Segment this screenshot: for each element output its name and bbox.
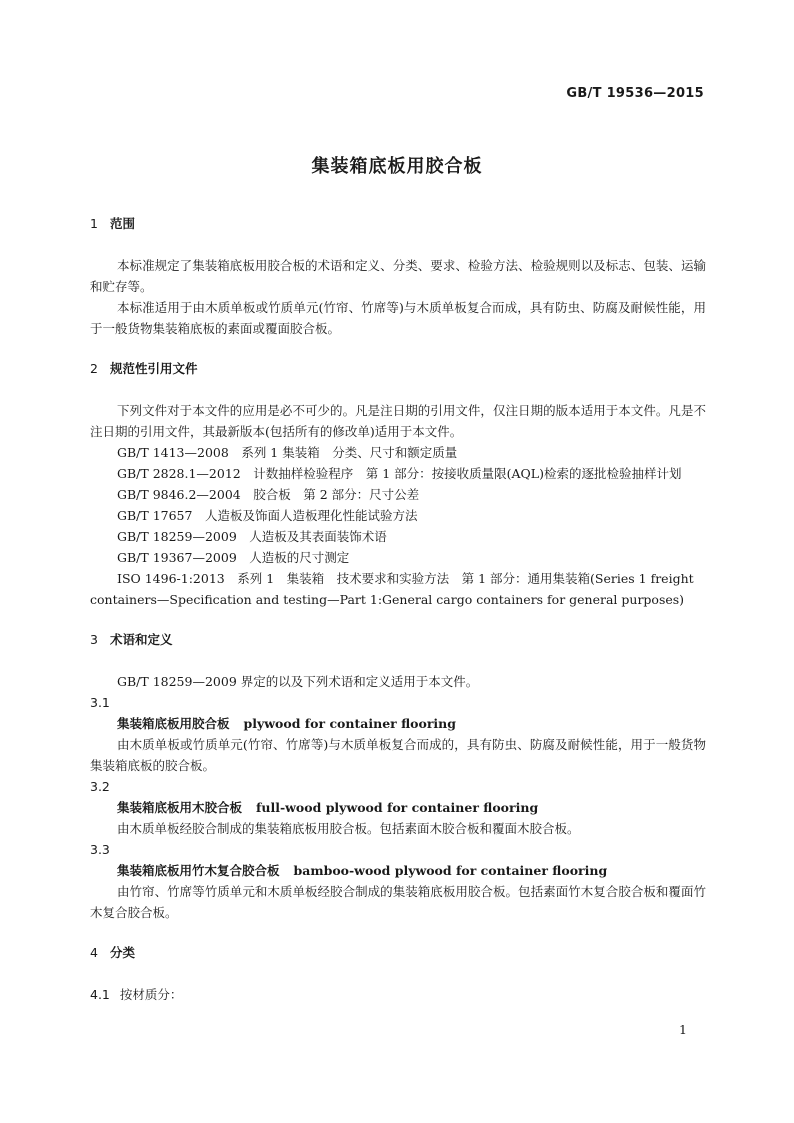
section-1-number: 1 [90, 216, 98, 231]
section-3-number: 3 [90, 632, 98, 647]
term-definition: 由竹帘、竹席等竹质单元和木质单板经胶合制成的集装箱底板用胶合板。包括素面竹木复合胶合板和覆面竹木复合胶合板。 [90, 884, 706, 920]
term-english: bamboo-wood plywood for container flooring [293, 863, 608, 878]
section-2-title: 规范性引用文件 [110, 361, 198, 376]
section-2-intro: 下列文件对于本文件的应用是必不可少的。凡是注日期的引用文件，仅注日期的版本适用于本文件。凡是不注日期的引用文件，其最新版本(包括所有的修改单)适用于本文件。 [90, 403, 706, 439]
section-2-heading [90, 358, 706, 379]
section-3-intro: GB/T 18259—2009 界定的以及下列术语和定义适用于本文件。 [117, 674, 479, 689]
term-heading [90, 797, 706, 818]
term-english: full-wood plywood for container flooring [256, 800, 539, 815]
section-1-paragraph: 本标准适用于由木质单板或竹质单元(竹帘、竹席等)与木质单板复合而成，具有防虫、防腐及耐候性能，用于一般货物集装箱底板的素面或覆面胶合板。 [90, 300, 706, 336]
term-number: 3.3 [90, 842, 110, 857]
section-3-heading [90, 629, 706, 650]
term-heading [90, 713, 706, 734]
reference-item: GB/T 9846.2—2004 胶合板 第 2 部分：尺寸公差 [117, 487, 420, 502]
section-4-heading [90, 942, 706, 963]
subclause [90, 984, 706, 1005]
term-definition: 由木质单板或竹质单元(竹帘、竹席等)与木质单板复合而成的，具有防虫、防腐及耐候性能，用于一般货物集装箱底板的胶合板。 [90, 737, 706, 773]
section-3-title: 术语和定义 [110, 632, 173, 647]
subclause-text: 按材质分： [119, 987, 183, 1002]
term-heading [90, 860, 706, 881]
reference-item: ISO 1496-1:2013 系列 1 集装箱 技术要求和实验方法 第 1 部分：通用集装箱(Series 1 freight containers—Specification and testing—Part 1:General cargo containers for general purposes) [90, 571, 694, 607]
section-2-number: 2 [90, 361, 98, 376]
document-title: 集装箱底板用胶合板 [311, 156, 483, 177]
reference-item: GB/T 1413—2008 系列 1 集装箱 分类、尺寸和额定质量 [117, 445, 458, 460]
term-english: plywood for container flooring [243, 716, 457, 731]
section-1-paragraph: 本标准规定了集装箱底板用胶合板的术语和定义、分类、要求、检验方法、检验规则以及标志、包装、运输和贮存等。 [90, 258, 706, 294]
document-body [90, 213, 706, 1005]
page-number: 1 [679, 1022, 687, 1037]
term-chinese: 集装箱底板用木胶合板 [117, 800, 243, 815]
section-1-title: 范围 [110, 216, 136, 231]
term-number: 3.1 [90, 695, 110, 710]
reference-item: GB/T 19367—2009 人造板的尺寸测定 [117, 550, 350, 565]
reference-item: GB/T 2828.1—2012 计数抽样检验程序 第 1 部分：按接收质量限(AQL)检索的逐批检验抽样计划 [117, 466, 682, 481]
term-chinese: 集装箱底板用竹木复合胶合板 [117, 863, 280, 878]
subclause-number: 4.1 [90, 987, 110, 1002]
reference-item: GB/T 18259—2009 人造板及其表面装饰术语 [117, 529, 387, 544]
section-4-number: 4 [90, 945, 98, 960]
term-number: 3.2 [90, 779, 110, 794]
term-definition: 由木质单板经胶合制成的集装箱底板用胶合板。包括素面木胶合板和覆面木胶合板。 [117, 821, 580, 836]
section-4-title: 分类 [110, 945, 136, 960]
standard-number: GB/T 19536—2015 [566, 86, 704, 101]
reference-item: GB/T 17657 人造板及饰面人造板理化性能试验方法 [117, 508, 418, 523]
section-1-heading [90, 213, 706, 234]
term-chinese: 集装箱底板用胶合板 [117, 716, 230, 731]
